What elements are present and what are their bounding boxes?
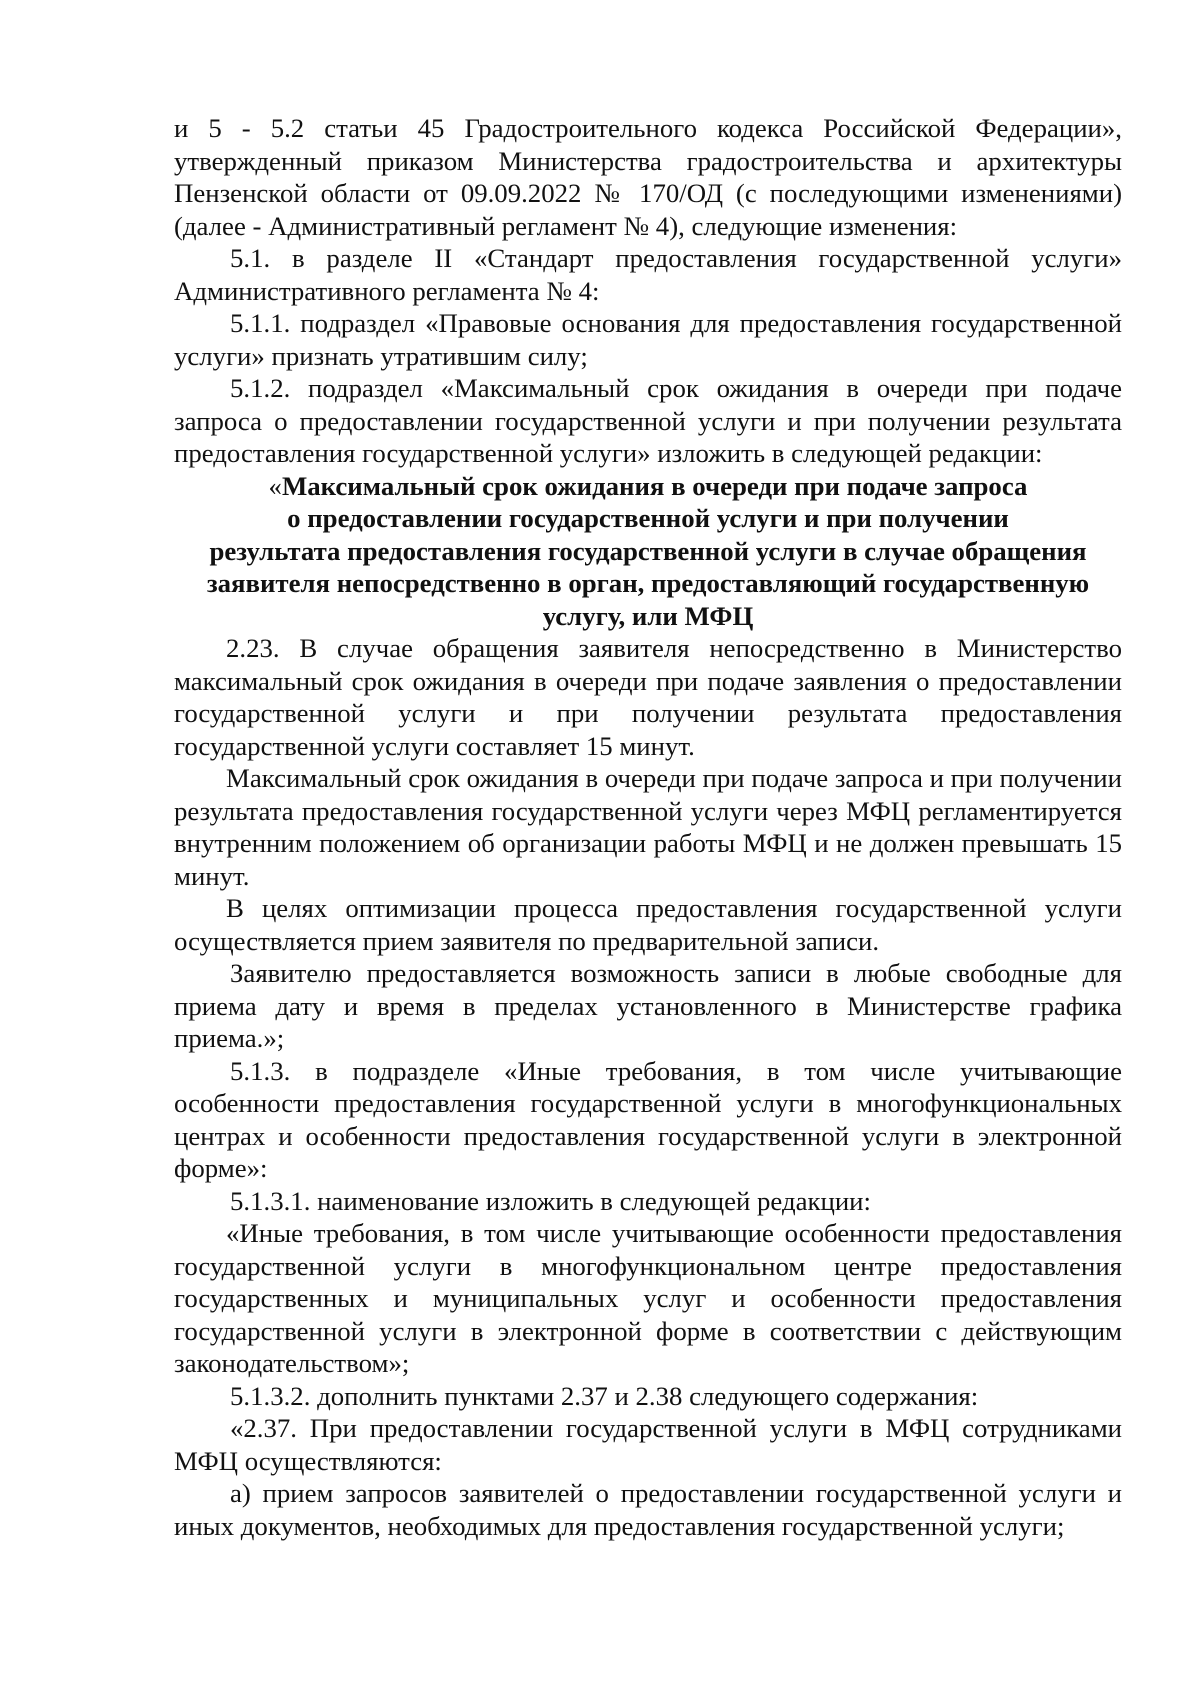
paragraph-new-title: «Иные требования, в том числе учитывающие особенности предоставления государственной услуги в многофункциональном центре предоставления государственных и муниципальных услуг и особенности предоставления государственной услуги в электронной форме в соответствии с действующим законодательством»; <box>174 1218 1122 1378</box>
heading-line-3: результата предоставления государственной услуги в случае обращения <box>209 535 1087 566</box>
heading-line-2: о предоставлении государственной услуги и при получении <box>287 503 1009 533</box>
section-heading <box>174 470 1122 633</box>
paragraph-max-wait-mfc: Максимальный срок ожидания в очереди при подаче запроса и при получении результата предоставления государственной услуги через МФЦ регламентируется внутренним положением об организации работы МФЦ и не должен превышать 15 минут. <box>174 763 1122 891</box>
paragraph-intro: и 5 - 5.2 статьи 45 Градостроительного кодекса Российской Федерации», утвержденный приказом Министерства градостроительства и архитектуры Пензенской области от 09.09.2022 № 170/ОД (с последующими изменениями) (далее - Административный регламент № 4), следующие изменения: <box>174 113 1122 241</box>
heading-line-1-text: Максимальный срок ожидания в очереди при подаче запроса <box>281 470 1028 501</box>
paragraph-item-a: а) прием запросов заявителей о предоставлении государственной услуги и иных документов, необходимых для предоставления государственной услуги; <box>174 1478 1122 1541</box>
paragraph-5-1-2: 5.1.2. подраздел «Максимальный срок ожидания в очереди при подаче запроса о предоставлении государственной услуги и при получении результата предоставления государственной услуги» изложить в следующей редакции: <box>174 373 1122 468</box>
paragraph-preregistration: В целях оптимизации процесса предоставления государственной услуги осуществляется прием заявителя по предварительной записи. <box>174 893 1122 956</box>
paragraph-2-23: 2.23. В случае обращения заявителя непосредственно в Министерство максимальный срок ожидания в очереди при подаче заявления о предоставлении государственной услуги и при получении результата предоставления государственной услуги составляет 15 минут. <box>174 633 1122 761</box>
paragraph-5-1-3-1: 5.1.3.1. наименование изложить в следующей редакции: <box>230 1185 871 1216</box>
heading-line-4: заявителя непосредственно в орган, предоставляющий государственную <box>206 568 1090 598</box>
paragraph-5-1-3: 5.1.3. в подразделе «Иные требования, в том числе учитывающие особенности предоставления государственной услуги в многофункциональных центрах и особенности предоставления государственной услуги в электронной форме»: <box>174 1055 1122 1183</box>
paragraph-5-1-3-2: 5.1.3.2. дополнить пунктами 2.37 и 2.38 следующего содержания: <box>230 1380 979 1411</box>
paragraph-5-1-1: 5.1.1. подраздел «Правовые основания для предоставления государственной услуги» признать утратившим силу; <box>174 308 1122 371</box>
paragraph-5-1: 5.1. в разделе II «Стандарт предоставления государственной услуги» Административного регламента № 4: <box>174 243 1122 306</box>
heading-line-1 <box>174 470 1122 503</box>
heading-quote-mark: « <box>268 470 282 501</box>
paragraph-appointment: Заявителю предоставляется возможность записи в любые свободные для приема дату и время в пределах установленного в Министерстве графика приема.»; <box>174 958 1122 1053</box>
heading-line-5: услугу, или МФЦ <box>542 600 754 631</box>
paragraph-2-37: «2.37. При предоставлении государственной услуги в МФЦ сотрудниками МФЦ осуществляются: <box>174 1413 1122 1476</box>
